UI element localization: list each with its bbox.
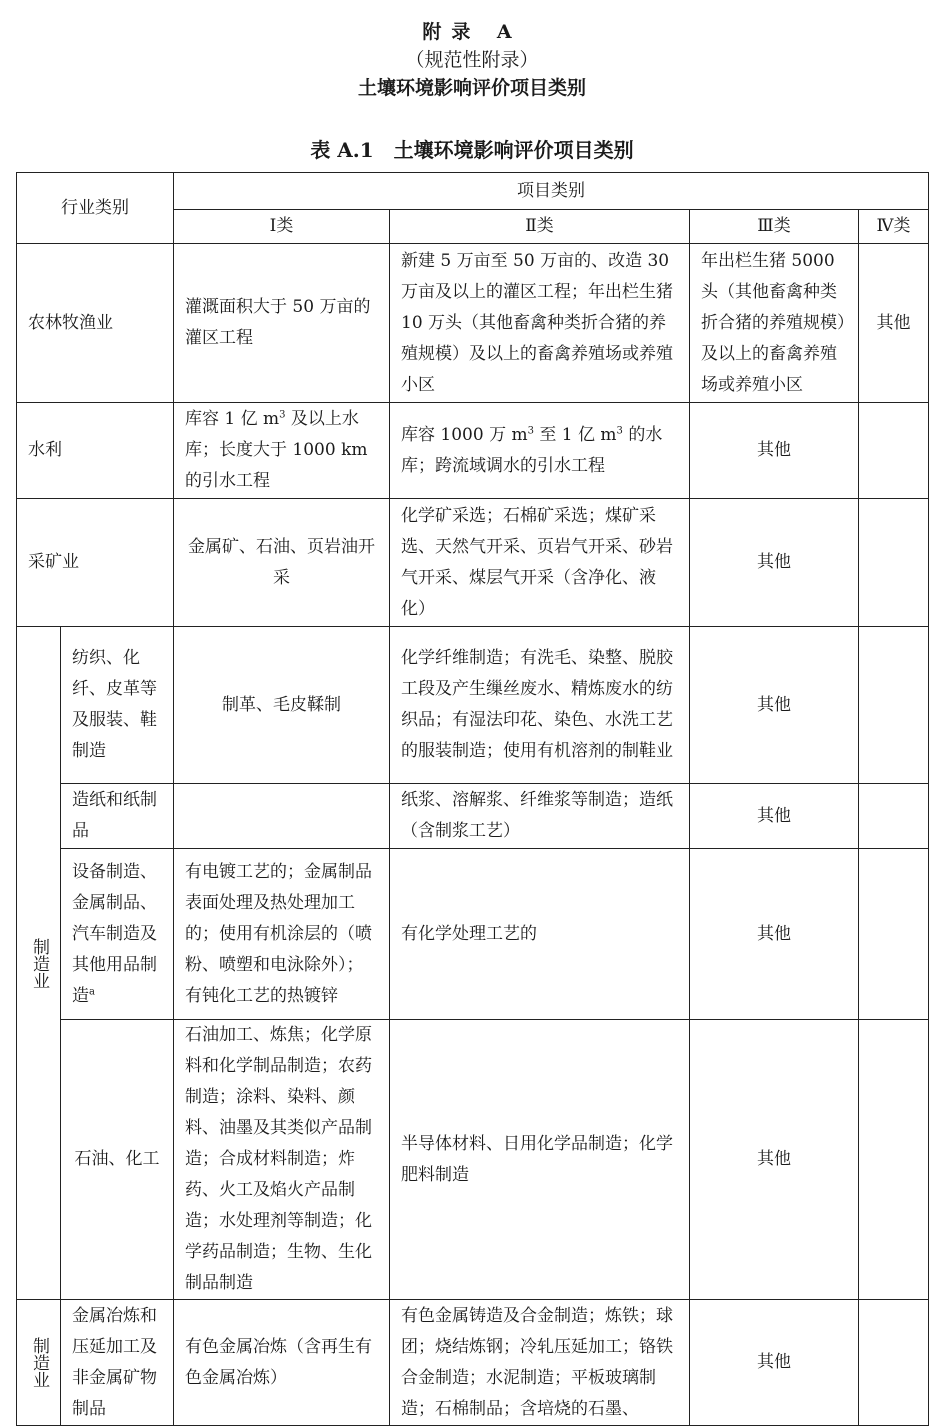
class2-cell: 有色金属铸造及合金制造；炼铁；球团；烧结炼钢；冷轧压延加工；铬铁合金制造；水泥制造；平板玻璃制造；石棉制品；含培烧的石墨、 (390, 1300, 690, 1426)
class2-cell: 新建 5 万亩至 50 万亩的、改造 30 万亩及以上的灌区工程；年出栏生猪 10 万头（其他畜禽种类折合猪的养殖规模）及以上的畜禽养殖场或养殖小区 (390, 244, 690, 403)
class3-cell: 其他 (690, 849, 859, 1020)
industry-group-cell: 制造业 (17, 1300, 61, 1426)
class3-cell: 其他 (690, 499, 859, 627)
header-industry: 行业类别 (17, 173, 174, 244)
sub-industry-cell: 造纸和纸制品 (61, 784, 174, 849)
class1-cell: 石油加工、炼焦；化学原料和化学制品制造；农药制造；涂料、染料、颜料、油墨及其类似产品制造；合成材料制造；炸药、火工及焰火产品制造；水处理剂等制造；化学药品制造；生物、生化制品制造 (174, 1020, 390, 1300)
industry-cell: 农林牧渔业 (17, 244, 174, 403)
table-row (17, 1020, 929, 1300)
class2-text-b: 至 1 亿 m (533, 424, 617, 445)
appendix-name: 土壤环境影响评价项目类别 (357, 77, 586, 99)
table-row (17, 784, 929, 849)
class4-cell (859, 1020, 929, 1300)
class3-cell: 其他 (690, 403, 859, 499)
class1-text-a: 库容 1 亿 m (185, 409, 280, 429)
class3-cell: 其他 (690, 1300, 859, 1426)
cubic-superscript: 3 (616, 424, 623, 436)
class4-cell (859, 627, 929, 784)
sub-industry-cell: 金属冶炼和压延加工及非金属矿物制品 (61, 1300, 174, 1426)
sub-industry-text: 设备制造、金属制品、汽车制造及其他用品制造 (72, 861, 157, 1006)
class1-cell: 制革、毛皮鞣制 (174, 627, 390, 784)
table-row (17, 499, 929, 627)
classification-table-wrapper (16, 172, 929, 1426)
header-class-3: Ⅲ类 (690, 210, 859, 244)
header-class-1: Ⅰ类 (174, 210, 390, 244)
class1-cell (174, 784, 390, 849)
class1-cell: 有色金属冶炼（含再生有色金属冶炼） (174, 1300, 390, 1426)
class1-cell: 有电镀工艺的；金属制品表面处理及热处理加工的；使用有机涂层的（喷粉、喷塑和电泳除外）；有钝化工艺的热镀锌 (174, 849, 390, 1020)
class2-cell: 化学矿采选；石棉矿采选；煤矿采选、天然气开采、页岩气开采、砂岩气开采、煤层气开采（含净化、液化） (390, 499, 690, 627)
table-row (17, 849, 929, 1020)
class3-cell: 其他 (690, 627, 859, 784)
sub-industry-cell (61, 849, 174, 1020)
class3-cell: 年出栏生猪 5000 头（其他畜禽种类折合猪的养殖规模）及以上的畜禽养殖场或养殖小区 (690, 244, 859, 403)
cubic-superscript: 3 (527, 424, 534, 436)
class2-text-c: 的水库；跨流域调水的引水工程 (401, 424, 663, 476)
class2-cell (390, 403, 690, 499)
class4-cell (859, 849, 929, 1020)
class2-cell: 化学纤维制造；有洗毛、染整、脱胶工段及产生缫丝废水、精炼废水的纺织品；有湿法印花、染色、水洗工艺的服装制造；使用有机溶剂的制鞋业 (390, 627, 690, 784)
header-project-category: 项目类别 (174, 173, 929, 210)
class1-text-b: 及以上水库；长度大于 1000 km 的引水工程 (185, 409, 368, 491)
appendix-title: 附录 A (422, 21, 522, 43)
class1-cell (174, 403, 390, 499)
class2-cell: 有化学处理工艺的 (390, 849, 690, 1020)
class2-cell: 纸浆、溶解浆、纤维浆等制造；造纸（含制浆工艺） (390, 784, 690, 849)
class4-cell: 其他 (859, 244, 929, 403)
class1-cell: 金属矿、石油、页岩油开采 (174, 499, 390, 627)
sub-industry-cell: 纺织、化纤、皮革等及服装、鞋制造 (61, 627, 174, 784)
industry-cell: 水利 (17, 403, 174, 499)
class4-cell (859, 403, 929, 499)
class1-cell: 灌溉面积大于 50 万亩的灌区工程 (174, 244, 390, 403)
table-row (17, 1300, 929, 1426)
industry-cell: 采矿业 (17, 499, 174, 627)
sub-industry-cell: 石油、化工 (61, 1020, 174, 1300)
table-caption: 表 A.1 土壤环境影响评价项目类别 (310, 138, 634, 162)
class2-cell: 半导体材料、日用化学品制造；化学肥料制造 (390, 1020, 690, 1300)
class3-cell: 其他 (690, 784, 859, 849)
table-row (17, 403, 929, 499)
class3-cell: 其他 (690, 1020, 859, 1300)
classification-table (16, 172, 929, 1426)
footnote-mark: a (89, 985, 95, 997)
class4-cell (859, 499, 929, 627)
class4-cell (859, 1300, 929, 1426)
class2-text-a: 库容 1000 万 m (401, 424, 528, 445)
header-row (17, 173, 929, 210)
class4-cell (859, 784, 929, 849)
table-row (17, 627, 929, 784)
cubic-superscript: 3 (279, 409, 286, 421)
header-class-2: Ⅱ类 (390, 210, 690, 244)
header-class-4: Ⅳ类 (859, 210, 929, 244)
industry-group-cell: 制造业 (17, 627, 61, 1300)
appendix-note: （规范性附录） (405, 49, 539, 71)
table-row (17, 244, 929, 403)
